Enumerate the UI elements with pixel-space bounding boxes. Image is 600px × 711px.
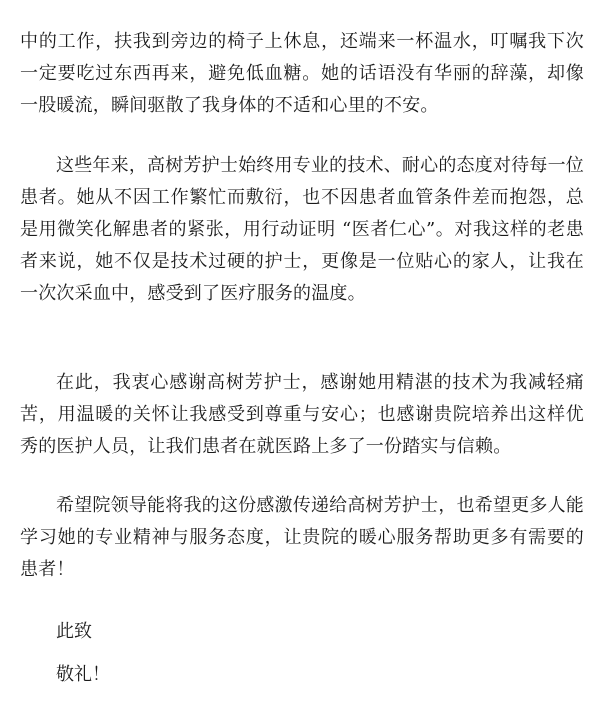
paragraph-continuation: 中的工作，扶我到旁边的椅子上休息，还端来一杯温水，叮嘱我下次一定要吃过东西再来，避免低血糖。她的话语没有华丽的辞藻，却像一股暖流，瞬间驱散了我身体的不适和心里的不安。 bbox=[20, 31, 584, 116]
closing-regards: 敬礼！ bbox=[56, 664, 110, 685]
paragraph-thanks: 在此，我衷心感谢高树芳护士，感谢她用精湛的技术为我减轻痛苦，用温暖的关怀让我感受到尊重与安心；也感谢贵院培养出这样优秀的医护人员，让我们患者在就医路上多了一份踏实与信赖。 bbox=[20, 372, 584, 457]
paragraph-hope: 希望院领导能将我的这份感激传递给高树芳护士，也希望更多人能学习她的专业精神与服务态度，让贵院的暖心服务帮助更多有需要的患者！ bbox=[20, 495, 584, 580]
paragraph-nurse-praise: 这些年来，高树芳护士始终用专业的技术、耐心的态度对待每一位患者。她从不因工作繁忙而敷衍，也不因患者血管条件差而抱怨，总是用微笑化解患者的紧张，用行动证明 “医者仁心”。对我这样的老患者来说，她不仅是技术过硬的护士，更像是一位贴心的家人，让我在一次次采血中，感受到了医疗服务的温度。 bbox=[20, 155, 584, 304]
closing-salutation: 此致 bbox=[56, 621, 92, 642]
